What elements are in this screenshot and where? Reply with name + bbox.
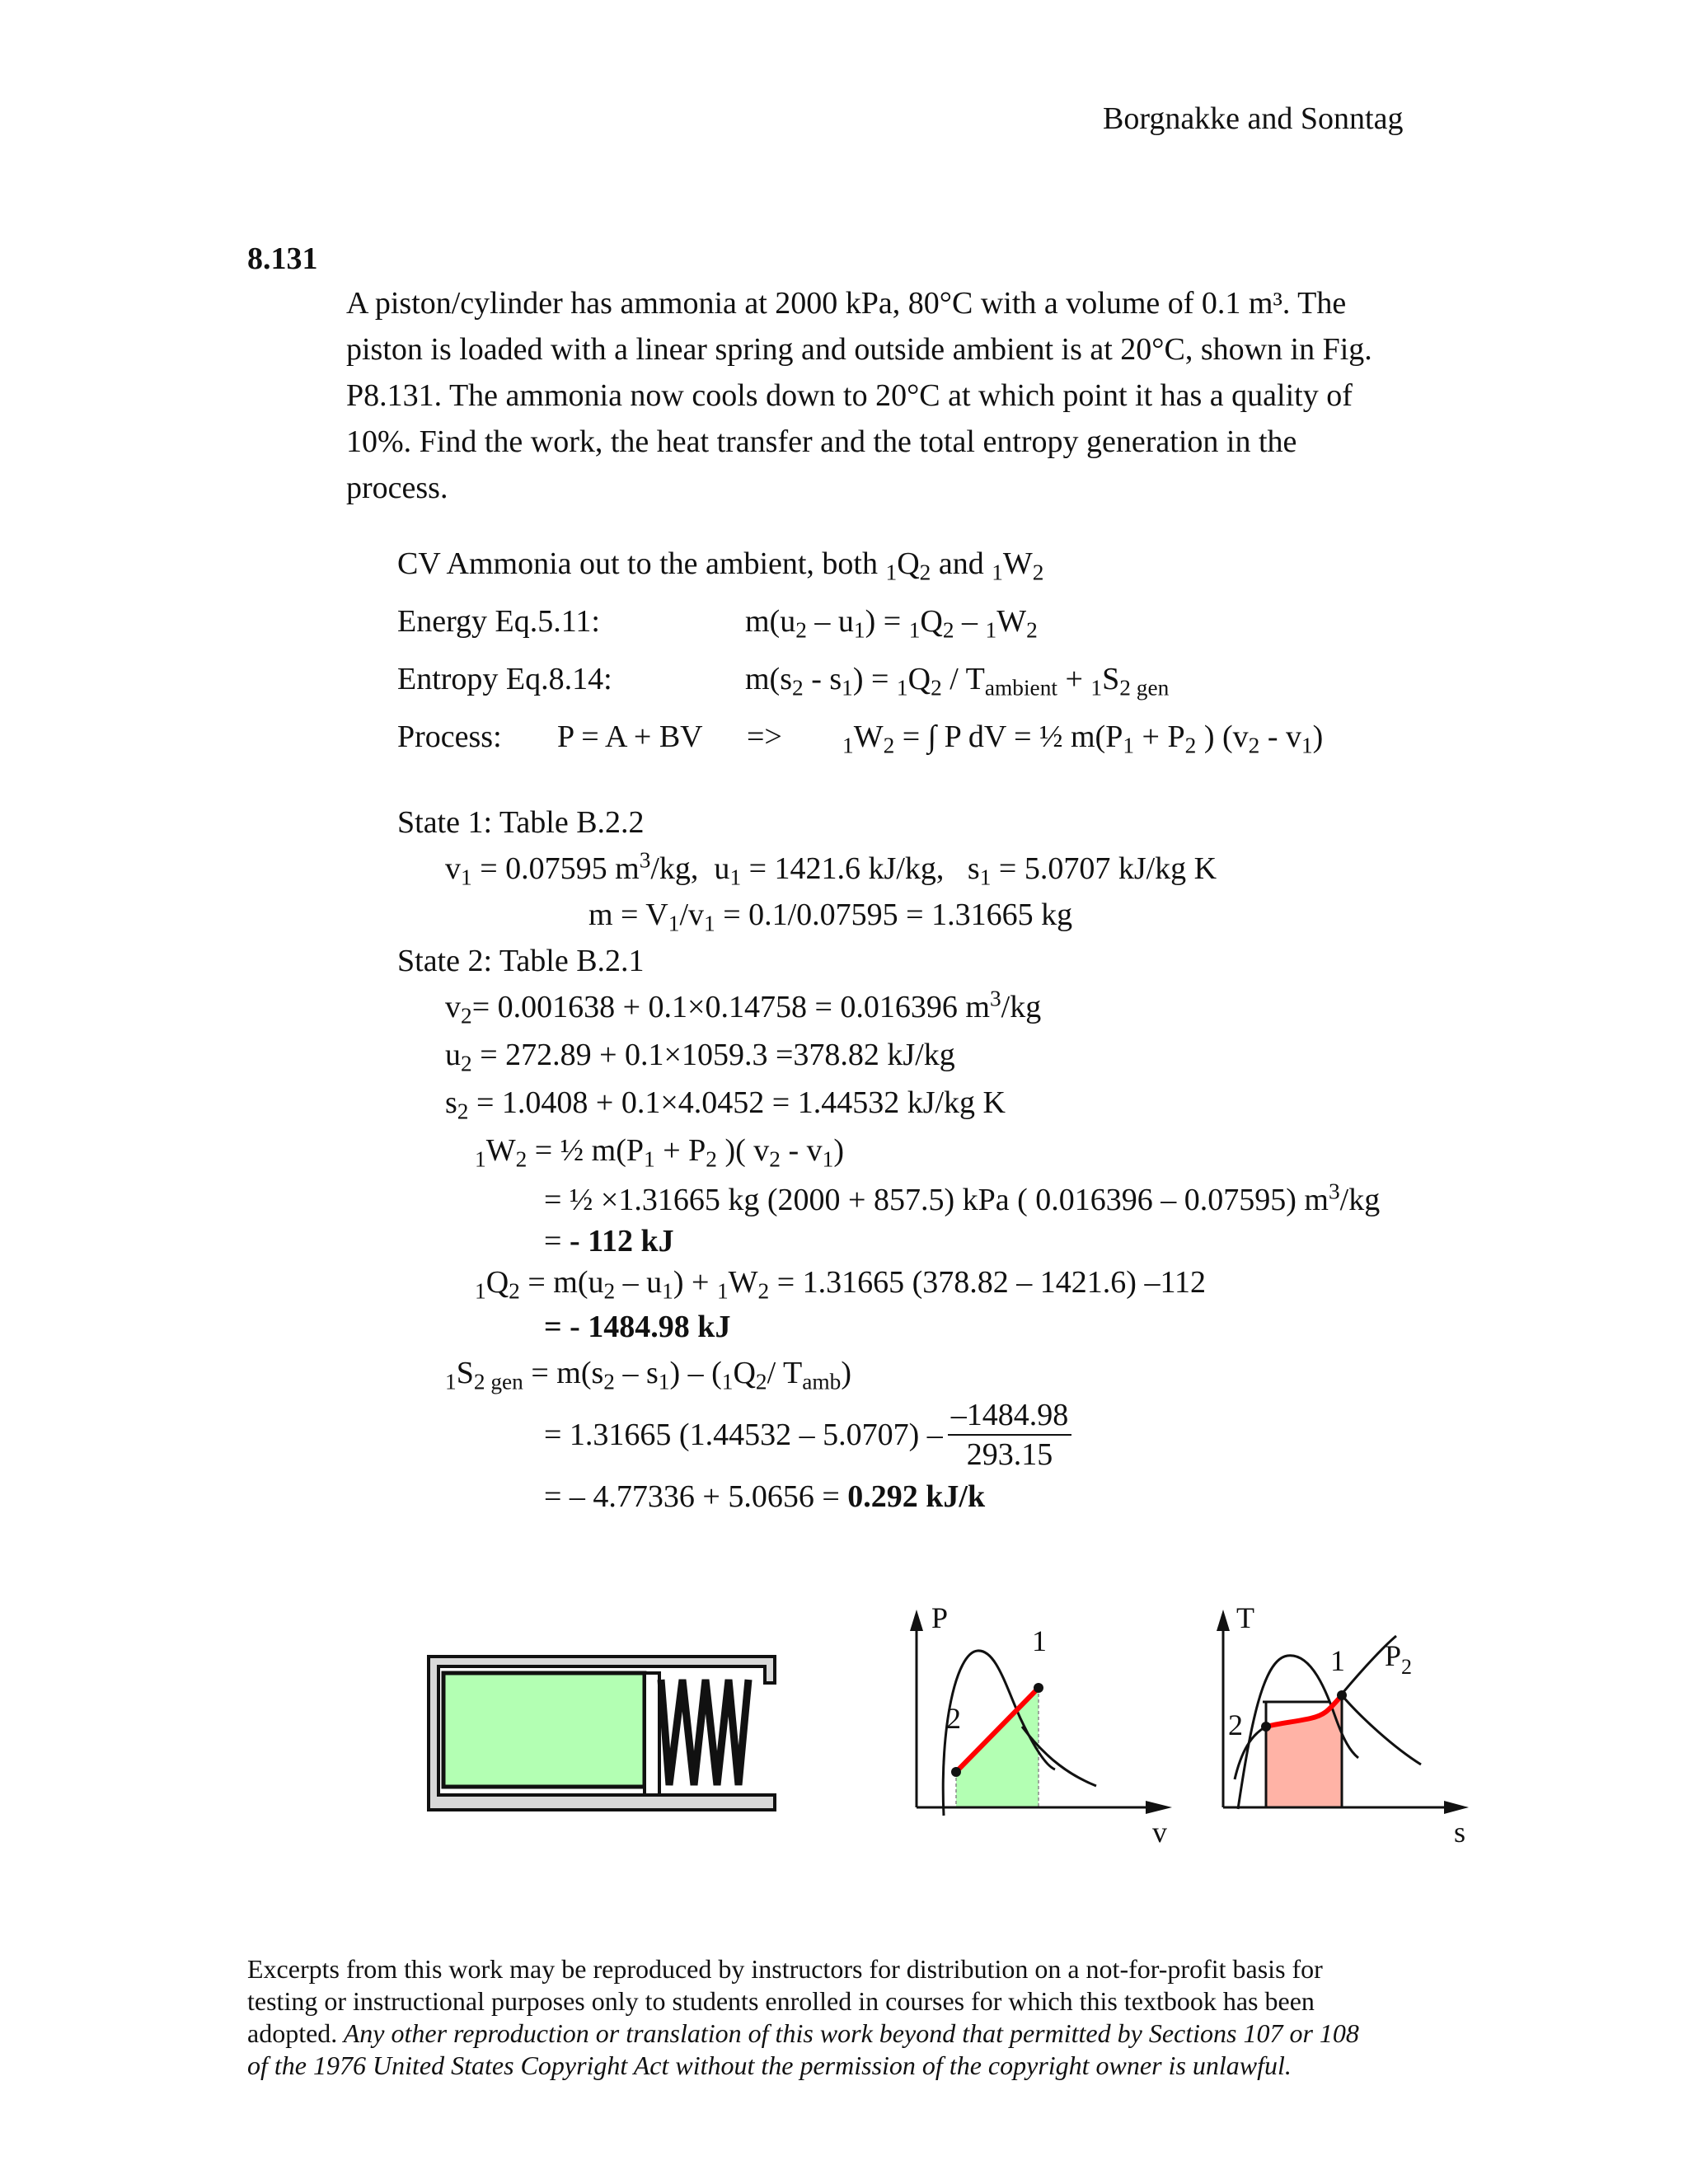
- state-2-label: 2: [946, 1702, 961, 1735]
- u2-calc: $u_2 = 272.89 + 0.1\times 1059.3 =378.82$ kJ/kg: [445, 1038, 955, 1076]
- mass-calc: $m = V_1/v_1 = 0.1/0.07595 = 1.31665$ kg: [588, 898, 1073, 936]
- state-point-1: [1337, 1690, 1347, 1700]
- process-label: Process:: [397, 719, 502, 754]
- state2-label: State 2: Table B.2.1: [397, 944, 645, 978]
- header-authors: Borgnakke and Sonntag: [1103, 101, 1404, 136]
- entropy-eq: $m(s_2 - s_1) = _1Q_2 / T_{ambient} + _1S_{2 gen}$: [745, 662, 1170, 701]
- state-point-2: [1261, 1722, 1271, 1732]
- statement-line: piston is loaded with a linear spring and outside ambient is at 20°C, shown in Fig.: [346, 332, 1372, 367]
- problem-number: 8.131: [247, 241, 318, 276]
- entropy-gen-result: = – 4.77336 + 5.0656 = 0.292 kJ/k: [544, 1479, 986, 1514]
- state1-properties: $v_1 = 0.07595$ $m^3/kg$, $u_1 = 1421.6$ kJ/kg, $s_1 = 5.0707$ kJ/kg K: [445, 847, 1217, 890]
- heat-result: = - 1484.98 kJ: [544, 1310, 731, 1344]
- s-axis-label: s: [1454, 1816, 1466, 1849]
- energy-eq: $m(u_2 - u_1) = _1Q_2 - _1W_2$: [745, 604, 1038, 643]
- piston-cylinder-figure: [420, 1640, 783, 1821]
- work-result: = - 112 kJ: [544, 1224, 674, 1258]
- statement-line: A piston/cylinder has ammonia at 2000 kPa, 80°C with a volume of 0.1 m³. The: [346, 286, 1347, 321]
- heat-area: [1266, 1695, 1342, 1807]
- process-eq: P = A + BV: [557, 719, 703, 754]
- work-substitution: = ½ ×1.31665 kg (2000 + 857.5) kPa ( 0.016396 – 0.07595) $m^3/kg$: [544, 1179, 1381, 1217]
- entropy-gen-substitution: = 1.31665 (1.44532 – 5.0707) – $\frac{-1484.98}{293.15}$: [544, 1396, 1071, 1474]
- statement-line: process.: [346, 471, 448, 505]
- statement-line: P8.131. The ammonia now cools down to 20°C at which point it has a quality of: [346, 378, 1353, 413]
- p-axis-label: P: [931, 1603, 949, 1634]
- s2-calc: $s_2 = 1.0408 + 0.1\times 4.0452 = 1.44532$ kJ/kg K: [445, 1085, 1006, 1124]
- footer-line: Excerpts from this work may be reproduced by instructors for distribution on a not-for-profit basis for: [247, 1954, 1323, 1984]
- pv-diagram: [898, 1603, 1187, 1850]
- ts-diagram: [1205, 1603, 1485, 1850]
- piston: [645, 1673, 659, 1795]
- footer-line: of the 1976 United States Copyright Act without the permission of the copyright owner is unlawful.: [247, 2050, 1292, 2080]
- state-2-label: 2: [1228, 1708, 1243, 1741]
- linear-spring: [661, 1680, 748, 1785]
- v2-calc: $v_2= 0.001638 + 0.1\times 0.14758 = 0.016396$ $m^3/kg$: [445, 986, 1042, 1029]
- heat-eq: $_1Q_2 = m(u_2 - u_1) + _1W_2 = 1.31665$ (378.82 – 1421.6) –112: [475, 1265, 1207, 1304]
- ammonia-gas: [443, 1673, 645, 1787]
- entropy-gen-eq: $_1S_{2 gen} = m(s_2 - s_1) - (_1Q_2/$ $T_{amb}$): [445, 1356, 851, 1394]
- state1-label: State 1: Table B.2.2: [397, 805, 645, 840]
- work-integral-eq: $_1W_2$ = ∫ P dV = ½ $m(P_1 + P_2$ ) $(v_2 - v_1)$: [842, 719, 1324, 758]
- footer-line: adopted. Any other reproduction or translation of this work beyond that permitted by Sections 107 or 108: [247, 2018, 1359, 2048]
- entropy-eq-label: Entropy Eq.8.14:: [397, 662, 612, 696]
- state-1-label: 1: [1032, 1624, 1047, 1657]
- isobar-label: $P_2$: [1385, 1639, 1413, 1679]
- cv-line: CV Ammonia out to the ambient, both $_1Q_2$ and $_1W_2$: [397, 546, 1044, 585]
- t-axis-label: T: [1236, 1603, 1254, 1634]
- work-eq: $_1W_2$ = ½ $m(P_1 + P_2$ )( $v_2 - v_1$): [475, 1133, 844, 1172]
- state-1-label: 1: [1330, 1644, 1345, 1677]
- state-point-2: [951, 1767, 961, 1777]
- footer-line: testing or instructional purposes only to students enrolled in courses for which this textbook has been: [247, 1986, 1315, 2016]
- v-axis-label: v: [1152, 1816, 1167, 1849]
- copyright-notice: [247, 1953, 1451, 2082]
- problem-statement: [346, 280, 1451, 511]
- state-point-1: [1034, 1683, 1043, 1693]
- statement-line: 10%. Find the work, the heat transfer and the total entropy generation in the: [346, 424, 1297, 459]
- heat-over-temp-fraction: $\frac{-1484.98}{293.15}$: [948, 1396, 1072, 1474]
- work-area: [956, 1688, 1039, 1807]
- energy-eq-label: Energy Eq.5.11:: [397, 604, 600, 639]
- implies-arrow: =>: [747, 719, 782, 754]
